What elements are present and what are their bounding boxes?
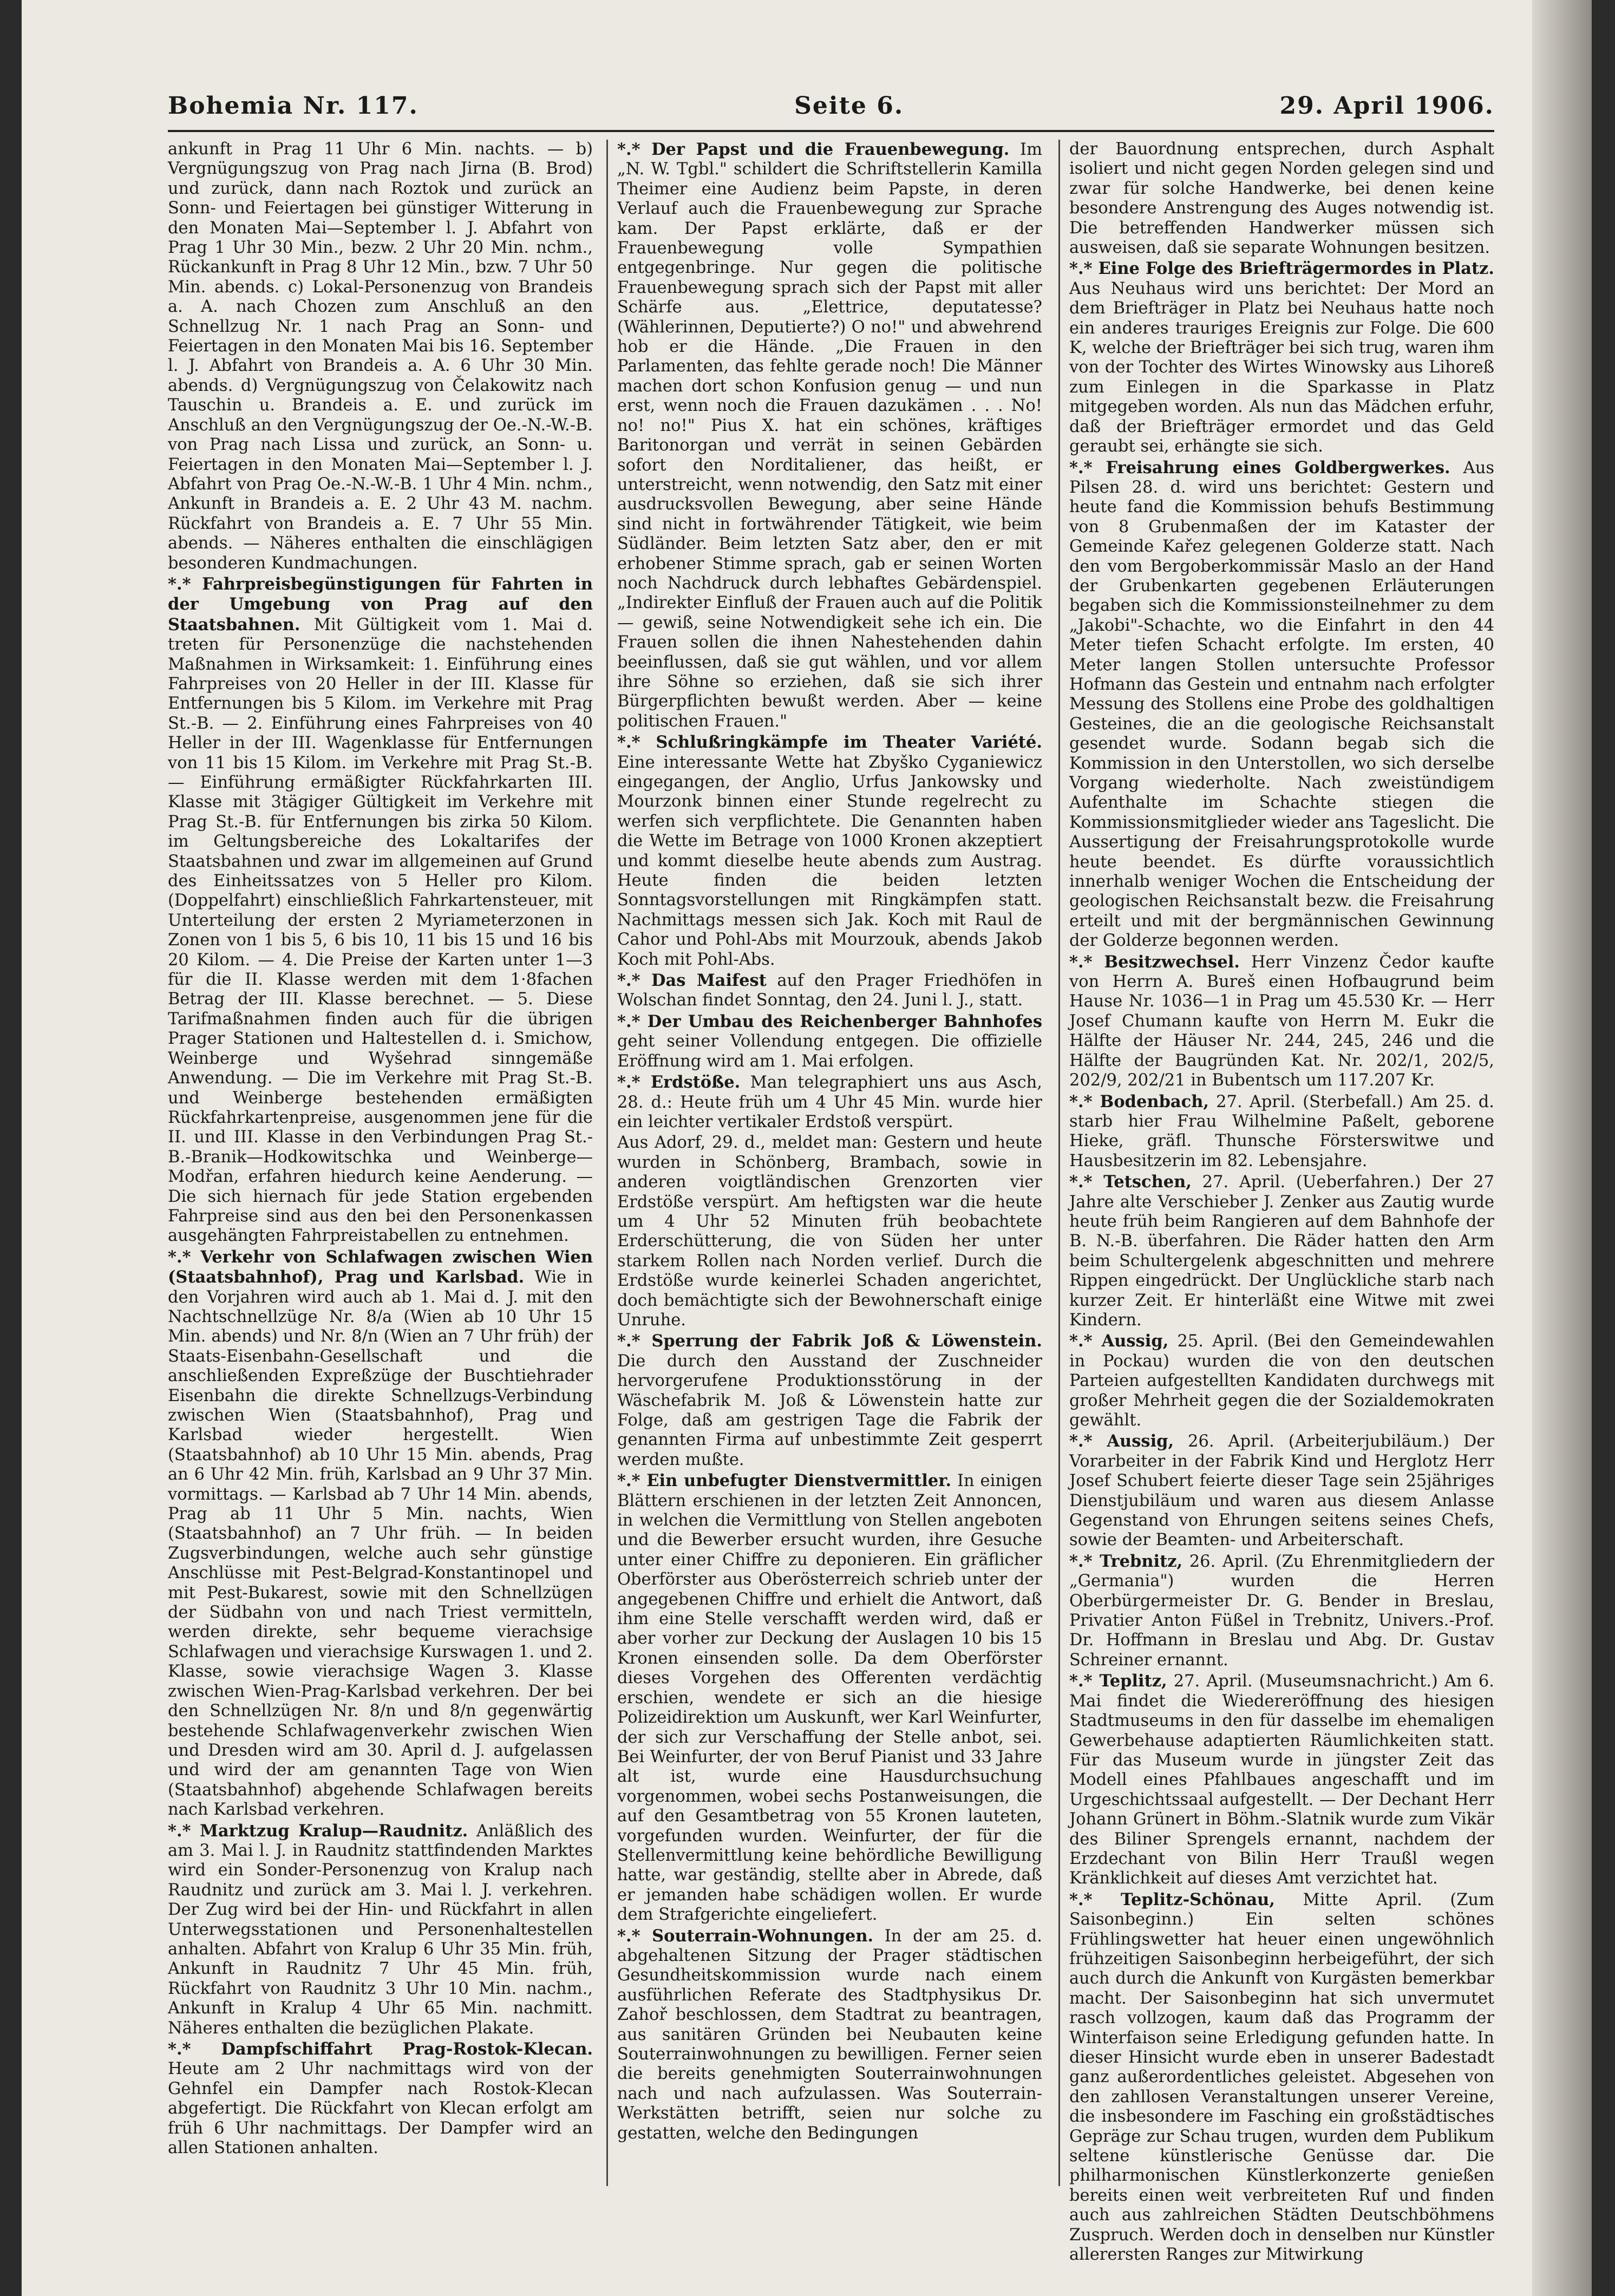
article-text: Aus Pilsen 28. d. wird uns berichtet: Gestern und heute fand die Kommission behufs Bestimmung von 8 Grubenmaßen der im Kataster der Gemeinde Kařez gelegenen Golderze statt. Nach den vom Bergoberkommissär Maslo an der Hand der Grubenkarten gegebenen Erläuterungen begaben sich die Kommissionsteilnehmer zu dem „Jakobi"-Schachte, wo die Einfahrt in den 44 Meter tiefen Schacht erfolgte. Im ersten, 40 Meter langen Stollen untersuchte Professor Hofmann das Gestein und entnahm nach erfolgter Messung des Stollens eine Probe des goldhaltigen Gesteines, die an die geologische Reichsanstalt gesendet wurde. Sodann begab sich die Kommission in den Unterstollen, wo sich derselbe Vorgang wiederholte. Nach zweistündigem Aufenthalte im Schachte stiegen die Kommissionsmitglieder wieder ans Tageslicht. Die Aussertigung der Freisahrungsprotokolle wurde heute beendet. Es dürfte voraussichtlich innerhalb weniger Wochen die Entscheidung der geologischen Reichsanstalt bezw. die Freisahrung erteilt und mit der bergmännischen Gewinnung der Golderze begonnen werden. — [1069, 458, 1494, 951]
article-text: geht seiner Vollendung entgegen. Die offizielle Eröffnung wird am 1. Mai erfolgen. — [617, 1032, 1042, 1071]
article-text: 25. April. (Bei den Gemeindewahlen in Pockau) wurden die von den deutschen Parteien aufgestellten Kandidaten durchwegs mit großer Mehrheit gegen die der Sozialdemokraten gewählt. — [1069, 1332, 1494, 1430]
article-headline: *.* Freisahrung eines Goldbergwerkes. — [1069, 457, 1450, 477]
article-headline: *.* Bodenbach, — [1069, 1091, 1209, 1111]
article-paragraph — [617, 1471, 1042, 1925]
article-headline: *.* Erdstöße. — [617, 1072, 741, 1093]
article-paragraph — [1069, 1431, 1494, 1550]
article-text: Man telegraphiert uns aus Asch, 28. d.: Heute früh um 4 Uhr 45 Min. wurde hier ein leichter vertikaler Erdstoß verspürt. — [617, 1073, 1042, 1131]
article-paragraph — [617, 1072, 1042, 1132]
article-paragraph — [1069, 952, 1494, 1091]
article-text: 26. April. (Zu Ehrenmitgliedern der „Germania") wurden die Herren Oberbürgermeister Dr. G. Bender in Breslau, Privatier Anton Füßel in Trebnitz, Univers.-Prof. Dr. Hoffmann in Breslau und Abg. Dr. Gustav Schreiner ernannt. — [1069, 1552, 1494, 1670]
article-paragraph — [617, 971, 1042, 1011]
article-paragraph — [1069, 1331, 1494, 1430]
article-paragraph — [617, 1331, 1042, 1470]
article-headline: *.* Der Umbau des Reichenberger Bahnhofes — [617, 1011, 1042, 1031]
newspaper-page — [22, 0, 1592, 2296]
column-2 — [617, 140, 1042, 2213]
article-text: Anläßlich des am 3. Mai l. J. in Raudnitz stattfindenden Marktes wird ein Sonder-Personenzug von Kralup nach Raudnitz und zurück am 3. Mai l. J. verkehren. Der Zug wird bei der Hin- und Rückfahrt in allen Unterwegsstationen und Personenhaltestellen anhalten. Abfahrt von Kralup 6 Uhr 35 Min. früh, Ankunft in Raudnitz 7 Uhr 45 Min. früh, Rückfahrt von Raudnitz 3 Uhr 10 Min. nachm., Ankunft in Kralup 4 Uhr 65 Min. nachmitt. Näheres enthalten die bezüglichen Plakate. — [168, 1821, 593, 2038]
article-headline: *.* Marktzug Kralup—Raudnitz. — [168, 1821, 468, 1841]
article-text: Wie in den Vorjahren wird auch ab 1. Mai d. J. mit den Nachtschnellzüge Nr. 8/a (Wien ab 10 Uhr 15 Min. abends) und Nr. 8/n (Wien an 7 Uhr früh) der Staats-Eisenbahn-Gesellschaft und die anschließenden Expreßzüge der Buschtiehrader Eisenbahn die direkte Schnellzugs-Verbindung zwischen Wien (Staatsbahnhof), Prag und Karlsbad wieder hergestellt. Wien (Staatsbahnhof) ab 10 Uhr 15 Min. abends, Prag an 6 Uhr 42 Min. früh, Karlsbad an 9 Uhr 37 Min. vormittags. — Karlsbad ab 7 Uhr 14 Min. abends, Prag ab 11 Uhr 5 Min. nachts, Wien (Staatsbahnhof) an 7 Uhr früh. — In beiden Zugsverbindungen, welche auch sehr günstige Anschlüsse mit Pest-Belgrad-Konstantinopel und mit Pest-Bukarest, sowie mit den Schnellzügen der Südbahn von und nach Triest vermitteln, werden direkte, sehr bequeme vierachsige Schlafwagen und vierachsige Kurswagen 1. und 2. Klasse, sowie vierachsige Wagen 3. Klasse zwischen Wien-Prag-Karlsbad verkehren. Der bei den Schnellzügen Nr. 8/n und 8/n gegenwärtig bestehende Schlafwagenverkehr zwischen Wien und Dresden wird am 30. April d. J. aufgelassen und wird der am genannten Tage von Wien (Staatsbahnhof) abgehende Schlafwagen bereits nach Karlsbad verkehren. — [168, 1268, 593, 1820]
article-text: Eine interessante Wette hat Zbyško Cyganiewicz eingegangen, der Anglio, Urfus Jankowsky und Mourzonk binnen einer Stunde regelrecht zu werfen sich verpflichtete. Die Genannten haben die Wette im Betrage von 1000 Kronen akzeptiert und kommt dieselbe heute abends zum Austrag. Heute finden die beiden letzten Sonntagsvorstellungen mit Ringkämpfen statt. Nachmittags messen sich Jak. Koch mit Raul de Cahor und Pohl-Abs mit Mourzouk, abends Jakob Koch mit Pohl-Abs. — [617, 753, 1042, 969]
column-1 — [168, 140, 593, 2213]
article-text: 26. April. (Arbeiterjubiläum.) Der Vorarbeiter in der Fabrik Kind und Herglotz Herr Josef Schubert feierte dieser Tage sein 25jähriges Dienstjubiläum und waren aus diesem Anlasse Gegenstand von Ehrungen seitens seines Chefs, sowie der Beamten- und Arbeiterschaft. — [1069, 1432, 1494, 1550]
article-headline: *.* Ein unbefugter Dienstvermittler. — [617, 1471, 952, 1491]
header-rule — [168, 130, 1494, 132]
article-paragraph — [1069, 1890, 1494, 2265]
article-paragraph — [1069, 1552, 1494, 1670]
article-text: Herr Vinzenz Čedor kaufte von Herrn A. Bureš einen Hofbaugrund beim Hause Nr. 1036—1 in Prag um 45.530 Kr. — Herr Josef Chumann kaufte von Herrn M. Eukr die Hälfte der Häuser Nr. 244, 245, 246 und die Hälfte der Baugründen Kat. Nr. 202/1, 202/5, 202/9, 202/21 in Bubentsch um 117.207 Kr. — [1069, 952, 1494, 1090]
book-spine — [1532, 0, 1592, 2296]
article-headline: *.* Sperrung der Fabrik Joß & Löwenstein. — [617, 1331, 1042, 1351]
article-paragraph — [1069, 259, 1494, 456]
article-text: auf den Prager Friedhöfen in Wolschan findet Sonntag, den 24. Juni l. J., statt. — [617, 971, 1042, 1010]
header-page-number: Seite 6. — [794, 91, 904, 120]
article-headline: *.* Verkehr von Schlafwagen zwischen Wien (Staatsbahnhof), Prag und Karlsbad. — [168, 1247, 593, 1287]
article-paragraph — [1069, 1092, 1494, 1172]
column-divider — [606, 140, 608, 2186]
column-3 — [1069, 140, 1495, 2265]
article-paragraph — [168, 140, 593, 573]
article-headline: *.* Aussig, — [1069, 1331, 1169, 1351]
article-headline: *.* Teplitz, — [1069, 1671, 1167, 1691]
article-headline: *.* Besitzwechsel. — [1069, 952, 1240, 972]
article-headline: *.* Trebnitz, — [1069, 1551, 1183, 1571]
page-header — [168, 81, 1494, 130]
article-text: Mit Gültigkeit vom 1. Mai d. treten für Personenzüge die nachstehenden Maßnahmen in Wirksamkeit: 1. Einführung eines Fahrpreises von 20 Heller in der III. Klasse für Entfernungen bis 5 Kilom. im Verkehre mit Prag St.-B. — 2. Einführung eines Fahrpreises von 40 Heller in der III. Wagenklasse für Entfernungen von 11 bis 15 Kilom. im Verkehre mit Prag St.-B. — Einführung ermäßigter Rückfahrkarten III. Klasse mit 3tägiger Gültigkeit im Verkehre mit Prag St.-B. für Entfernungen bis zirka 50 Kilom. im Geltungsbereiche des Lokaltarifes der Staatsbahnen und zwar im allgemeinen auf Grund des Einheitssatzes von 5 Heller pro Kilom. (Doppelfahrt) einschließlich Fahrkartensteuer, mit Unterteilung der ersten 2 Myriameterzonen in Zonen von 1 bis 5, 6 bis 10, 11 bis 15 und 16 bis 20 Kilom. — 4. Die Preise der Karten unter 1—3 für die II. Klasse werden mit dem 1·8fachen Betrag der III. Klasse berechnet. — 5. Diese Tarifmaßnahmen finden auch für die übrigen Prager Stationen und Haltestellen d. i. Smichow, Weinberge und Wyšehrad sinngemäße Anwendung. — Die im Verkehre mit Prag St.-B. und Weinberge bestehenden ermäßigten Rückfahrkartenpreise, ausgenommen jene für die II. und III. Klasse in den Verbindungen Prag St.-B.-Branik—Hodkowitschka und Weinberge—Modřan, erfahren hiedurch keine Aenderung. — Die sich hiernach für jede Station ergebenden Fahrpreise sind aus den bei den Personenkassen ausgehängten Fahrpreistabellen zu entnehmen. — [168, 615, 593, 1246]
article-headline: *.* Dampfschiffahrt Prag-Rostok-Klecan. — [168, 2039, 593, 2059]
article-text: In der am 25. d. abgehaltenen Sitzung der Prager städtischen Gesundheitskommission wurde nach einem ausführlichen Referate des Stadtphysikus Dr. Zahoř beschlossen, dem Stadtrat zu beantragen, aus sanitären Gründen bei Neubauten keine Souterrainwohnungen zu bewilligen. Ferner seien die bereits genehmigten Souterrainwohnungen nach und nach aufzulassen. Was Souterrain-Werkstätten betrifft, seien nur solche zu gestatten, welche den Bedingungen — [617, 1926, 1042, 2143]
article-headline: *.* Das Maifest — [617, 971, 767, 991]
article-paragraph — [1069, 1172, 1494, 1330]
article-text: ankunft in Prag 11 Uhr 6 Min. nachts. — b) Vergnügungszug von Prag nach Jirna (B. Brod) und zurück, dann nach Roztok und zurück an Sonn- und Feiertagen bei günstiger Witterung in den Monaten Mai—September l. J. Abfahrt von Prag 1 Uhr 30 Min., bezw. 2 Uhr 20 Min. nchm., Rückankunft in Prag 8 Uhr 12 Min., bzw. 7 Uhr 50 Min. abends. c) Lokal-Personenzug von Brandeis a. A. nach Chozen zum Anschluß an den Schnellzug Nr. 1 nach Prag an Sonn- und Feiertagen in den Monaten Mai bis 16. September l. J. Abfahrt von Brandeis a. A. 6 Uhr 30 Min. abends. d) Vergnügungszug von Čelakowitz nach Tauschin u. Brandeis a. E. und zurück im Anschluß an den Vergnügungszug der Oe.-N.-W.-B. von Prag nach Lissa und zurück, an Sonn- u. Feiertagen in den Monaten Mai—September l. J. Abfahrt von Prag Oe.-N.-W.-B. 1 Uhr 4 Min. nchm., Ankunft in Brandeis a. E. 2 Uhr 43 M. nachm. Rückfahrt von Brandeis a. E. 7 Uhr 55 Min. abends. — Näheres enthalten die einschlägigen besonderen Kundmachungen. — [168, 140, 593, 573]
article-paragraph — [617, 1133, 1042, 1330]
article-text: der Bauordnung entsprechen, durch Asphalt isoliert und nicht gegen Norden gelegen sind und zwar für solche Handwerke, bei denen keine besondere Anstrengung des Auges notwendig ist. Die betreffenden Handwerker müssen sich ausweisen, daß sie separate Wohnungen besitzen. — [1069, 140, 1494, 258]
article-text: Heute am 2 Uhr nachmittags wird von der Gehnfel ein Dampfer nach Rostok-Klecan abgefertigt. Die Rückfahrt von Klecan erfolgt am früh 6 Uhr nachmittags. Der Dampfer wird an allen Stationen anhalten. — [168, 2059, 593, 2158]
article-paragraph — [1069, 458, 1494, 951]
article-paragraph — [168, 1821, 593, 2038]
article-paragraph — [617, 732, 1042, 970]
article-headline: *.* Teplitz-Schönau, — [1069, 1889, 1275, 1909]
article-headline: *.* Souterrain-Wohnungen. — [617, 1926, 874, 1946]
article-text: Aus Neuhaus wird uns berichtet: Der Mord an dem Briefträger in Platz bei Neuhaus hatte noch ein anderes trauriges Ereignis zur Folge. Die 600 K, welche der Briefträger bei sich trug, waren ihm von der Tochter des Wirtes Winowsky aus Lihoreß zum Einlegen in die Sparkasse in Platz mitgegeben worden. Als nun das Mädchen erfuhr, daß der Briefträger ermordet und das Geld geraubt sei, erhängte sie sich. — [1069, 279, 1494, 456]
header-date: 29. April 1906. — [1279, 91, 1494, 120]
article-headline: *.* Eine Folge des Briefträgermordes in Platz. — [1069, 259, 1494, 279]
article-headline: *.* Aussig, — [1069, 1431, 1174, 1451]
article-headline: *.* Schlußringkämpfe im Theater Variété. — [617, 732, 1042, 753]
article-paragraph — [168, 574, 593, 1246]
header-publication: Bohemia Nr. 117. — [168, 91, 419, 120]
article-text: Im „N. W. Tgbl." schildert die Schriftstellerin Kamilla Theimer eine Audienz beim Papste, in deren Verlauf auch die Frauenbewegung zur Sprache kam. Der Papst erklärte, daß er der Frauenbewegung volle Sympathien entgegenbringe. Nur gegen die politische Frauenbewegung sprach sich der Papst mit aller Schärfe aus. „Elettrice, deputatesse? (Wählerinnen, Deputierte?) O no!" und abwehrend hob er die Hände. „Die Frauen in den Parlamenten, das fehlte gerade noch! Die Männer machen dort schon Konfusion genug — und nun erst, wenn noch die Frauen dazukämen . . . No! no! no!" Pius X. hat ein schönes, kräftiges Baritonorgan und verrät in seinen Gebärden sofort den Norditaliener, das heißt, er unterstreicht, wenn notwendig, den Satz mit einer ausdrucksvollen Bewegung, aber seine Hände sind nicht in fortwährender Tätigkeit, wie beim Südländer. Beim letzten Satz aber, den er mit erhobener Stimme sprach, gab er seinen Worten noch Nachdruck durch lebhaftes Gebärdenspiel. „Indirekter Einfluß der Frauen auch auf die Politik — gewiß, seine Notwendigkeit sehe ich ein. Die Frauen sollen die ihnen Nahestehenden dahin beeinflussen, daß sie gut wählen, und vor allem ihre Söhne so erziehen, daß sie sich ihrer Bürgerpflichten bewußt werden. Aber — keine politischen Frauen." — [617, 140, 1042, 731]
article-paragraph — [617, 140, 1042, 731]
article-headline: *.* Tetschen, — [1069, 1172, 1192, 1192]
article-text: Die durch den Ausstand der Zuschneider hervorgerufene Produktionsstörung in der Wäschefabrik M. Joß & Löwenstein hatte zur Folge, daß am gestrigen Tage die Fabrik der genannten Firma auf unbestimmte Zeit gesperrt werden mußte. — [617, 1351, 1042, 1469]
article-text: 27. April. (Museumsnachricht.) Am 6. Mai findet die Wiedereröffnung des hiesigen Stadtmuseums in den für dasselbe im ehemaligen Gewerbehause adaptierten Räumlichkeiten statt. Für das Museum wurde in jüngster Zeit das Modell eines Pfahlbaues angeschafft und im Urgeschichtssaal aufgestellt. — Der Dechant Herr Johann Grünert in Böhm.-Slatnik wurde zum Vikär des Biliner Sprengels ernannt, nachdem der Erzdechant von Bilin Herr Traußl wegen Kränklichkeit auf dieses Amt verzichtet hat. — [1069, 1672, 1494, 1888]
article-paragraph — [168, 1247, 593, 1820]
article-headline: *.* Fahrpreisbegünstigungen für Fahrten in der Umgebung von Prag auf den Staatsbahnen. — [168, 574, 593, 634]
article-paragraph — [168, 2039, 593, 2158]
article-paragraph — [617, 1926, 1042, 2143]
article-paragraph — [1069, 140, 1494, 258]
column-divider — [1058, 140, 1060, 2186]
article-headline: *.* Der Papst und die Frauenbewegung. — [617, 140, 1010, 159]
article-text: Mitte April. (Zum Saisonbeginn.) Ein selten schönes Frühlingswetter hat heuer einen ungewöhnlich frühzeitigen Saisonbeginn herbeigeführt, der sich auch durch die Ankunft von Kurgästen bemerkbar macht. Der Saisonbeginn hat sich unvermutet rasch vollzogen, kaum daß das Programm der Winterfaison seine Erledigung gefunden hatte. In dieser Hinsicht wurde eben in unserer Badestadt ganz außerordentliches geleistet. Abgesehen von den zahllosen Veranstaltungen unserer Vereine, die insbesondere im Fasching ein großstädtisches Gepräge zur Schau trugen, wurden dem Publikum seltene künstlerische Genüsse dar. Die philharmonischen Künstlerkonzerte genießen bereits einen weit verbreiteten Ruf und finden auch aus zahlreichen Städten Deutschböhmens Zuspruch. Werden doch in denselben nur Künstler allerersten Ranges zur Mitwirkung — [1069, 1890, 1495, 2265]
article-text: Aus Adorf, 29. d., meldet man: Gestern und heute wurden in Schönberg, Brambach, sowie in anderen voigtländischen Grenzorten vier Erdstöße verspürt. Am heftigsten war die heute um 4 Uhr 52 Minuten früh beobachtete Erderschütterung, die von Süden her unter starkem Rollen nach Norden verlief. Durch die Erdstöße wurde keinerlei Schaden angerichtet, doch bemächtigte sich der Bewohnerschaft einige Unruhe. — [617, 1133, 1042, 1330]
article-paragraph — [617, 1012, 1042, 1071]
article-text: In einigen Blättern erschienen in der letzten Zeit Annoncen, in welchen die Vermittlung von Stellen angeboten und die Bewerber ersucht wurden, ihre Gesuche unter einer Chiffre zu deponieren. Ein gräflicher Oberförster aus Oberösterreich schrieb unter der angegebenen Chiffre und erhielt die Antwort, daß ihm eine Stelle verschafft werden wird, daß er aber vorher zur Deckung der Auslagen 10 bis 15 Kronen einsenden solle. Da dem Oberförster dieses Vorgehen des Offerenten verdächtig erschien, wendete er sich an die hiesige Polizeidirektion um Auskunft, wer Karl Weinfurter, der sich zur Verschaffung der Stelle anbot, sei. Bei Weinfurter, der von Beruf Pianist und 33 Jahre alt ist, wurde eine Hausdurchsuchung vorgenommen, wobei sechs Postanweisungen, die auf den Gesamtbetrag von 55 Kronen lauteten, vorgefunden wurden. Weinfurter, der für die Stellenvermittlung keine behördliche Bewilligung hatte, war geständig, stellte aber in Abrede, daß er jemanden habe schädigen wollen. Er wurde dem Strafgerichte eingeliefert. — [617, 1471, 1042, 1925]
article-text: 27. April. (Sterbefall.) Am 25. d. starb hier Frau Wilhelmine Paßelt, geborene Hieke, gräfl. Thunsche Försterswitwe und Hausbesitzerin im 82. Lebensjahre. — [1069, 1092, 1494, 1170]
article-text: 27. April. (Ueberfahren.) Der 27 Jahre alte Verschieber J. Zenker aus Zautig wurde heute früh beim Rangieren auf dem Bahnhofe der B. N.-B. überfahren. Die Räder hatten den Arm beim Schultergelenk abgeschnitten und mehrere Rippen eingedrückt. Der Unglückliche starb nach kurzer Zeit. Er hinterläßt eine Witwe mit zwei Kindern. — [1069, 1173, 1494, 1330]
article-paragraph — [1069, 1671, 1494, 1888]
